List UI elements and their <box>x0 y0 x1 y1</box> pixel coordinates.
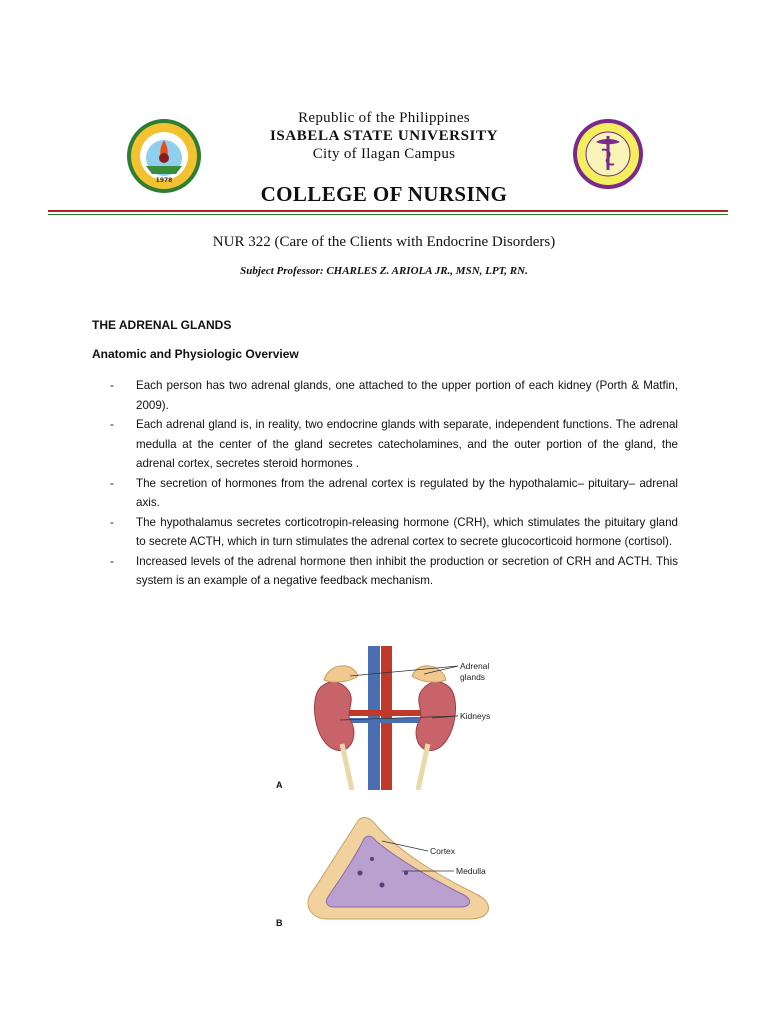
label-adrenal: Adrenal <box>460 661 490 671</box>
svg-text:1978: 1978 <box>155 177 173 184</box>
bullet-marker: - <box>110 515 114 529</box>
college-name: COLLEGE OF NURSING <box>260 182 508 206</box>
label-medulla: Medulla <box>456 866 486 876</box>
bullet-item <box>112 474 678 513</box>
overview-bullet-list <box>112 376 678 591</box>
header-rule-red <box>48 210 728 212</box>
subsection-title: Anatomic and Physiologic Overview <box>92 347 299 361</box>
bullet-item <box>112 415 678 474</box>
bullet-item <box>112 376 678 415</box>
label-kidneys: Kidneys <box>460 711 491 721</box>
label-glands: glands <box>460 672 486 682</box>
figure-b-letter: B <box>276 918 283 928</box>
bullet-text: Increased levels of the adrenal hormone then inhibit the production or secretion of CRH and ACTH. This system is an example of a negative feedback mechanism. <box>136 554 678 587</box>
bullet-marker: - <box>110 554 114 568</box>
header-rule-green <box>48 214 728 215</box>
section-title: THE ADRENAL GLANDS <box>92 318 232 332</box>
bullet-text: The secretion of hormones from the adrenal cortex is regulated by the hypothalamic– pituitary– adrenal axis. <box>136 476 678 509</box>
course-title: NUR 322 (Care of the Clients with Endocrine Disorders) <box>212 234 556 250</box>
bullet-marker: - <box>110 476 114 490</box>
bullet-text: The hypothalamus secretes corticotropin-releasing hormone (CRH), which stimulates the pituitary gland to secrete ACTH, which in turn stimulates the adrenal cortex to secrete glucocorticoid hormone (cortisol). <box>136 515 678 548</box>
label-cortex: Cortex <box>430 846 456 856</box>
bullet-item <box>112 552 678 591</box>
republic-line: Republic of the Philippines <box>298 110 470 126</box>
subject-professor: Subject Professor: CHARLES Z. ARIOLA JR., MSN, LPT, RN. <box>240 265 528 277</box>
bullet-marker: - <box>110 379 114 392</box>
bullet-item <box>112 513 678 552</box>
figure-a-letter: A <box>276 780 283 790</box>
university-name: ISABELA STATE UNIVERSITY <box>269 128 499 144</box>
bullet-marker: - <box>110 418 114 431</box>
bullet-text: Each adrenal gland is, in reality, two endocrine glands with separate, independent functions. The adrenal medulla at the center of the gland secretes catecholamines, and the outer portion of the gland, the adrenal cortex, secretes steroid hormones . <box>136 418 678 470</box>
bullet-text: Each person has two adrenal glands, one attached to the upper portion of each kidney (Porth & Matfin, 2009). <box>136 379 678 412</box>
campus-name: City of Ilagan Campus <box>312 146 456 162</box>
